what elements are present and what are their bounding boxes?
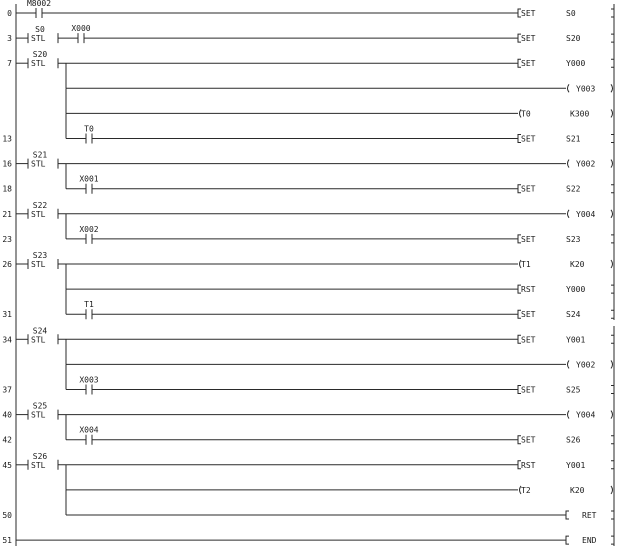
instruction-op: RST — [521, 460, 536, 470]
stl-step-label: S23 — [32, 251, 48, 260]
instruction-arg: S21 — [566, 134, 581, 144]
stl-step-label: S0 — [35, 25, 45, 35]
coil-paren-left — [568, 210, 570, 218]
instruction-arg: S24 — [566, 310, 581, 320]
step-number: 18 — [2, 184, 12, 194]
coil-paren-left — [568, 84, 570, 92]
instruction-arg: Y001 — [566, 460, 586, 470]
contact-label: X004 — [79, 425, 99, 435]
instruction-arg: S26 — [566, 435, 581, 445]
stl-step-label: S25 — [32, 401, 48, 411]
instruction-bracket-right — [611, 34, 614, 42]
instruction-bracket-right — [611, 59, 614, 67]
contact-label: T1 — [84, 300, 94, 310]
step-number: 50 — [2, 511, 12, 520]
end-instruction: RET — [582, 511, 597, 520]
instruction-op: SET — [521, 385, 536, 395]
instruction-arg: S23 — [566, 234, 581, 244]
coil-name: Y004 — [576, 410, 596, 420]
timer-paren-right — [611, 260, 613, 268]
contact-label: X002 — [79, 224, 99, 234]
instruction-bracket-right — [611, 436, 614, 444]
instruction-op: SET — [521, 59, 536, 69]
stl-keyword: STL — [31, 460, 46, 470]
coil-paren-left — [568, 160, 570, 168]
instruction-op: SET — [521, 34, 536, 44]
timer-preset: K300 — [570, 109, 590, 119]
step-number: 42 — [2, 435, 12, 445]
instruction-op: SET — [521, 184, 536, 194]
timer-preset: K20 — [570, 260, 585, 269]
instruction-op: SET — [521, 435, 536, 445]
timer-paren-right — [611, 109, 613, 117]
coil-paren-left — [568, 360, 570, 368]
stl-step-label: S24 — [32, 326, 48, 336]
stl-keyword: STL — [31, 410, 46, 420]
step-number: 21 — [2, 209, 12, 219]
instruction-arg: Y001 — [566, 335, 586, 345]
step-number: 16 — [2, 159, 12, 169]
step-number: 13 — [2, 134, 12, 144]
end-instruction: END — [582, 536, 597, 546]
end-bracket-right — [611, 511, 614, 519]
instruction-arg: S25 — [566, 385, 581, 395]
instruction-bracket-right — [611, 310, 614, 318]
step-number: 34 — [2, 335, 12, 345]
stl-step-label: S22 — [32, 200, 48, 210]
stl-keyword: STL — [31, 260, 46, 269]
step-number: 40 — [2, 410, 12, 420]
instruction-bracket-right — [611, 9, 614, 17]
stl-step-label: S26 — [32, 451, 48, 461]
instruction-arg: Y000 — [566, 285, 586, 295]
instruction-op: SET — [521, 234, 536, 244]
coil-name: Y002 — [576, 159, 596, 169]
instruction-bracket-right — [611, 461, 614, 469]
step-number: 26 — [2, 260, 12, 269]
coil-paren-right — [611, 84, 613, 92]
instruction-bracket-right — [611, 135, 614, 143]
coil-paren-right — [611, 210, 613, 218]
instruction-bracket-right — [611, 386, 614, 394]
stl-keyword: STL — [31, 59, 46, 69]
step-number: 31 — [2, 310, 12, 320]
instruction-op: RST — [521, 285, 536, 295]
step-number: 45 — [2, 460, 12, 470]
instruction-bracket-right — [611, 335, 614, 343]
instruction-op: SET — [521, 335, 536, 345]
stl-keyword: STL — [31, 335, 46, 345]
instruction-arg: S0 — [566, 9, 576, 18]
step-number: 0 — [7, 9, 12, 18]
stl-keyword: STL — [31, 209, 46, 219]
timer-name: T0 — [521, 109, 531, 119]
stl-keyword: STL — [31, 159, 46, 169]
stl-step-label: S21 — [32, 150, 48, 160]
contact-label: X003 — [79, 375, 99, 385]
instruction-arg: S22 — [566, 184, 581, 194]
instruction-op: SET — [521, 9, 536, 18]
coil-paren-right — [611, 360, 613, 368]
timer-name: T1 — [521, 260, 531, 269]
contact-label: M8002 — [26, 0, 52, 8]
instruction-bracket-right — [611, 235, 614, 243]
coil-name: Y002 — [576, 360, 596, 370]
timer-paren-right — [611, 486, 613, 494]
timer-preset: K20 — [570, 485, 585, 495]
end-bracket-left — [566, 536, 569, 544]
step-number: 7 — [7, 59, 12, 69]
end-bracket-right — [611, 536, 614, 544]
instruction-op: SET — [521, 134, 536, 144]
instruction-arg: S20 — [566, 34, 581, 44]
coil-name: Y004 — [576, 209, 596, 219]
coil-paren-right — [611, 411, 613, 419]
stl-step-label: S20 — [32, 50, 48, 60]
step-number: 51 — [2, 536, 12, 546]
step-number: 3 — [7, 34, 12, 44]
instruction-bracket-right — [611, 185, 614, 193]
coil-paren-left — [568, 411, 570, 419]
stl-keyword: STL — [31, 34, 46, 44]
contact-label: X000 — [71, 24, 91, 34]
instruction-op: SET — [521, 310, 536, 320]
coil-paren-right — [611, 160, 613, 168]
step-number: 37 — [2, 385, 12, 395]
contact-label: X001 — [79, 174, 99, 184]
instruction-arg: Y000 — [566, 59, 586, 69]
coil-name: Y003 — [576, 84, 596, 94]
step-number: 23 — [2, 234, 12, 244]
instruction-bracket-right — [611, 285, 614, 293]
timer-name: T2 — [521, 485, 531, 495]
end-bracket-left — [566, 511, 569, 519]
contact-label: T0 — [84, 124, 94, 134]
